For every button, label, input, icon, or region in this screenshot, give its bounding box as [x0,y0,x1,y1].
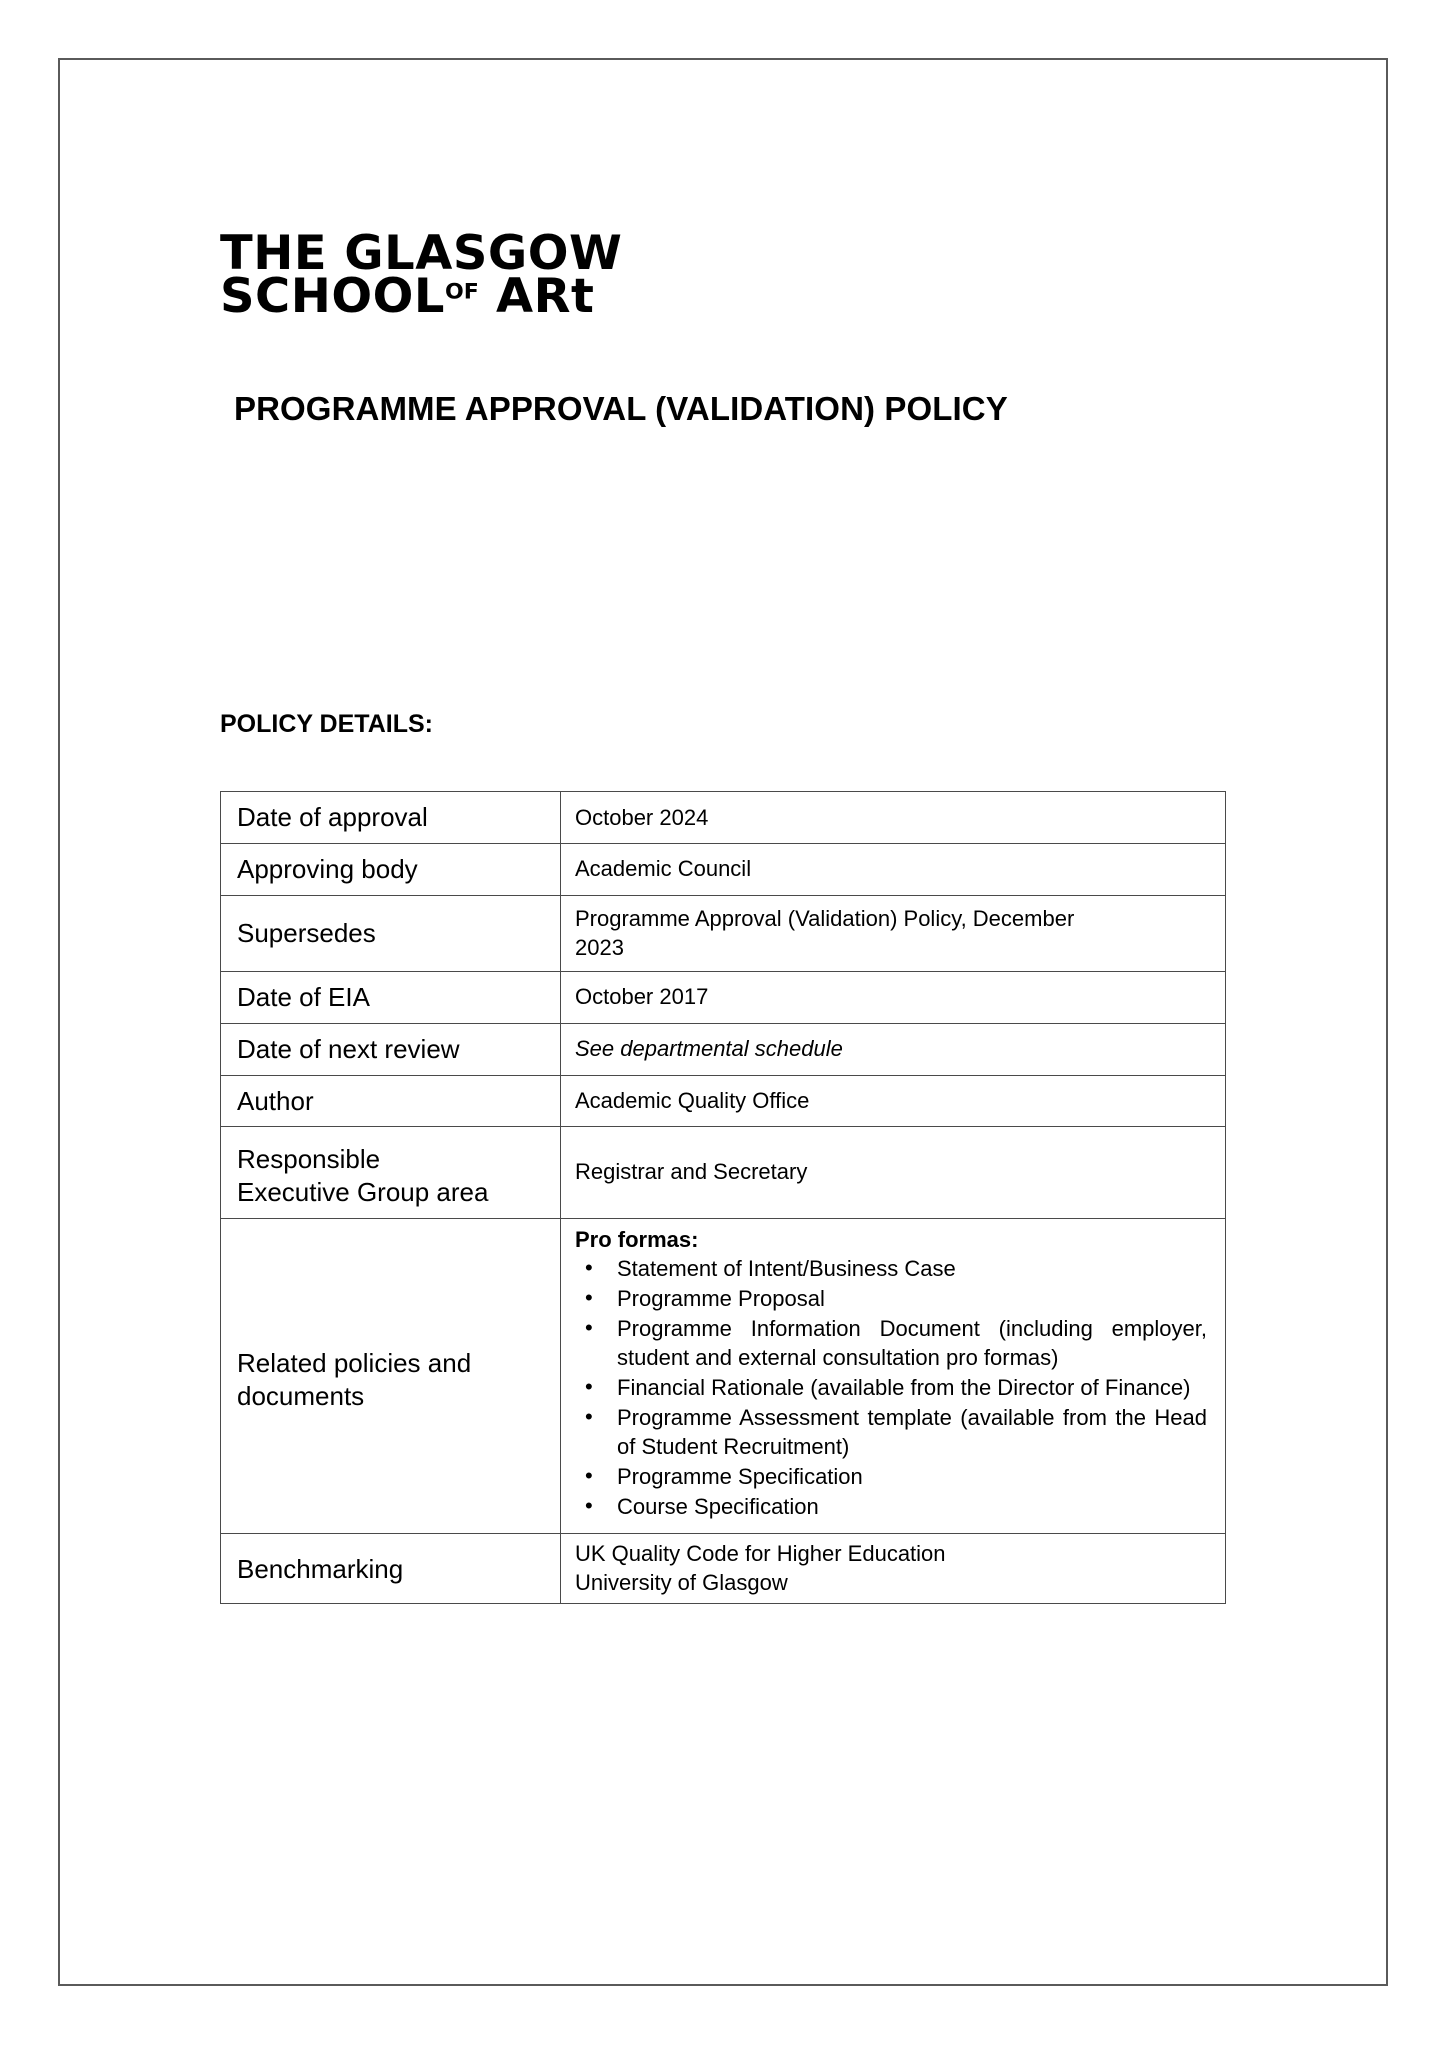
row-label-cell [221,1218,561,1533]
label-date-of-eia: Date of EIA [237,982,370,1013]
label-author: Author [237,1085,314,1116]
row-label-cell [221,844,561,896]
table-row [221,1075,1226,1127]
value-responsible-executive-group-area: Registrar and Secretary [575,1159,808,1185]
table-row [221,972,1226,1024]
row-value-cell [561,972,1226,1024]
label-benchmarking: Benchmarking [237,1553,404,1584]
list-item: • Programme Proposal [575,1285,1207,1313]
value-approving-body: Academic Council [575,856,752,882]
label-date-of-next-review: Date of next review [237,1033,460,1064]
row-label-cell [221,972,561,1024]
logo-school-text: SCHOOL [220,269,445,325]
value-date-of-eia: October 2017 [575,984,709,1010]
label-supersedes: Supersedes [237,918,376,949]
table-row [221,1127,1226,1219]
label-responsible-executive-group-area: Responsible Executive Group area [237,1144,489,1208]
value-date-of-next-review: See departmental schedule [575,1035,843,1061]
list-item: • Programme Assessment template (available from the Head of Student Recruitment) [575,1404,1207,1461]
label-approving-body: Approving body [237,854,418,885]
page-border [58,58,1388,1986]
table-row-related-policies [221,1218,1226,1533]
logo-art-text: ARt [495,269,595,325]
related-documents-list [561,1255,1225,1533]
row-label-cell [221,1127,561,1219]
row-label-cell [221,1075,561,1127]
table-row [221,844,1226,896]
row-label-cell [221,1534,561,1604]
list-item: • Financial Rationale (available from the Director of Finance) [575,1374,1207,1402]
pro-formas-heading: Pro formas: [575,1226,699,1252]
benchmarking-line-1: UK Quality Code for Higher Education [575,1541,946,1567]
logo-line-2 [220,269,1342,325]
table-row-benchmarking [221,1534,1226,1604]
gsa-logo [220,226,1320,325]
value-date-of-approval: October 2024 [575,804,709,830]
row-label-cell [221,792,561,844]
label-date-of-approval: Date of approval [237,802,428,833]
row-value-cell [561,1218,1226,1533]
label-related-policies: Related policies and documents [237,1347,472,1411]
logo-line-1: THE GLASGOW [220,226,623,281]
list-item: • Programme Specification [575,1463,1207,1491]
table-row [221,792,1226,844]
logo-of-text: OF [444,279,479,305]
policy-details-heading: POLICY DETAILS: [220,710,433,739]
policy-details-table [220,791,1226,1604]
row-value-cell [561,1023,1226,1075]
row-label-cell [221,1023,561,1075]
row-value-cell [561,844,1226,896]
value-author: Academic Quality Office [575,1087,810,1113]
row-value-cell [561,1127,1226,1219]
value-supersedes: Programme Approval (Validation) Policy, December 2023 [575,905,1075,960]
row-value-cell [561,792,1226,844]
table-row [221,895,1226,971]
benchmarking-line-2: University of Glasgow [575,1569,788,1595]
page-content [220,180,1320,1604]
row-label-cell [221,895,561,971]
list-item: • Statement of Intent/Business Case [575,1255,1207,1283]
row-value-cell [561,1534,1226,1604]
benchmarking-values [561,1534,1225,1603]
table-row [221,1023,1226,1075]
list-item: • Programme Information Document (including employer, student and external consultation pro formas) [575,1315,1207,1372]
list-item: • Course Specification [575,1493,1207,1521]
row-value-cell [561,895,1226,971]
page-title: PROGRAMME APPROVAL (VALIDATION) POLICY [234,390,1008,428]
row-value-cell [561,1075,1226,1127]
